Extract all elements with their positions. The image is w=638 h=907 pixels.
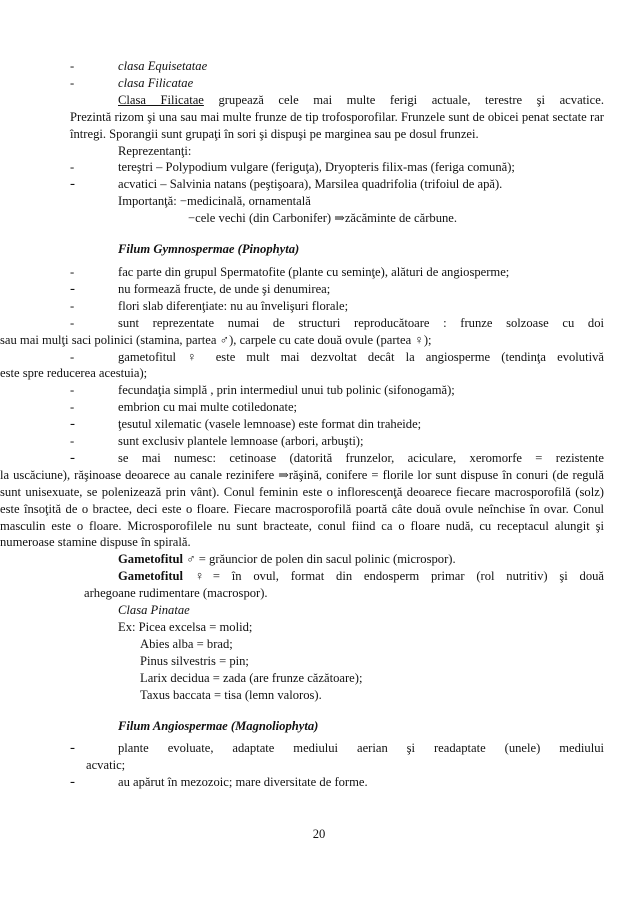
- angio-item-text: au apărut în mezozoic; mare diversitate de forme.: [118, 775, 368, 790]
- class-pinatae: Clasa Pinatae: [118, 603, 190, 618]
- representatives-terrestrial: tereştri – Polypodium vulgare (feriguţa), Dryopteris filix-mas (feriga comună);: [118, 160, 515, 175]
- gymno-item-text: ţesutul xilematic (vasele lemnoase) este format din traheide;: [118, 417, 422, 432]
- list-item: [34, 264, 604, 281]
- gametophyte-male-label: Gametofitul: [118, 552, 184, 567]
- gymno-item-text: fecundaţia simplă , prin intermediul unui tub polinic (sifonogamă);: [118, 383, 455, 398]
- class-equisetatae: clasa Equisetatae: [118, 59, 208, 73]
- bullet-dash: -: [70, 383, 75, 398]
- gymno-item-text: fac parte din grupul Spermatofite (plante cu seminţe), alături de angiosperme;: [118, 264, 510, 279]
- list-item: [34, 298, 604, 315]
- example-item: Pinus silvestris = pin;: [140, 653, 249, 668]
- list-item: [34, 349, 604, 366]
- example-item: Larix decidua = zada (are frunze căzătoare);: [140, 670, 363, 685]
- filicatae-intro: [34, 92, 604, 109]
- angio-item-text: plante evoluate, adaptate mediului aerian şi readaptate (unele) mediului: [118, 741, 604, 756]
- bullet-dash: -: [70, 75, 75, 90]
- importance-label: Importanţă:: [118, 194, 177, 209]
- spacer: [34, 704, 604, 718]
- gymno-repro-text: sunt reprezentate numai de structuri reproducătoare : frunze solzoase cu doi: [118, 315, 604, 330]
- gymnospermae-heading: Filum Gymnospermae (Pinophyta): [118, 242, 300, 257]
- list-item: [34, 774, 604, 791]
- importance-line: [34, 193, 604, 210]
- bullet-dash: -: [70, 400, 75, 415]
- gymno-item-text: flori slab diferenţiate: nu au învelişuri florale;: [118, 298, 349, 313]
- list-item: [34, 382, 604, 399]
- list-item: [34, 75, 604, 92]
- gymno-repro-continued: sau mai mulţi saci polinici (stamina, partea ♂), carpele cu cate două ovule (partea ♀);: [0, 332, 432, 347]
- gymno-gameto-continued: este spre reducerea acestuia);: [0, 366, 148, 381]
- example-item: Abies alba = brad;: [140, 636, 233, 651]
- page-number: 20: [312, 827, 326, 841]
- importance-2: −cele vechi (din Carbonifer) ⇒zăcăminte de cărbune.: [188, 211, 458, 226]
- bullet-dash: -: [70, 774, 75, 791]
- gymno-gameto-text: gametofitul ♀ este mult mai dezvoltat decât la angiosperme (tendinţa evolutivă: [118, 349, 604, 364]
- example-item: Taxus baccata = tisa (lemn valoros).: [140, 687, 322, 702]
- page-content: [0, 58, 604, 791]
- gametophyte-female-continued: arhegoane rudimentare (macrospor).: [84, 586, 268, 601]
- gymno-item-text: sunt exclusiv plantele lemnoase (arbori, arbuşti);: [118, 434, 364, 449]
- list-item: [34, 740, 604, 757]
- gymno-numesc-text: se mai numesc: cetinoase (datorită frunzelor, aciculare, xeromorfe = rezistente: [118, 450, 604, 465]
- gametophyte-female-label: Gametofitul: [118, 569, 184, 584]
- list-item: [34, 315, 604, 332]
- gymno-item-text: nu formează fructe, de unde şi denumirea;: [118, 281, 331, 296]
- gametophyte-male: [34, 551, 604, 568]
- representatives-label: Reprezentanţi:: [118, 143, 192, 158]
- angio-item-continued: acvatic;: [86, 758, 126, 773]
- list-item: [34, 450, 604, 467]
- representatives-aquatic: acvatici – Salvinia natans (peştişoara), Marsilea quadrifolia (trifoiul de apă).: [118, 177, 503, 192]
- gymno-item-text: embrion cu mai multe cotiledonate;: [118, 400, 298, 415]
- spacer: [34, 227, 604, 241]
- bullet-dash: -: [70, 59, 75, 73]
- bullet-dash: -: [70, 449, 75, 466]
- list-item: [34, 159, 604, 176]
- gametophyte-female: [34, 568, 604, 585]
- list-item: [34, 433, 604, 450]
- filicatae-description: Prezintă rizom şi una sau mai multe frunze de tip trofosporofilar. Frunzele sunt de obicei penat sectate rar întregi. Sporangii sunt grupaţi în sori şi dispuşi pe marginea sau pe dosul frunzei.: [70, 109, 604, 141]
- class-filicatae: clasa Filicatae: [118, 75, 194, 90]
- bullet-dash: -: [70, 160, 75, 175]
- bullet-dash: -: [70, 298, 75, 313]
- list-item: [34, 176, 604, 193]
- bullet-dash: -: [70, 434, 75, 449]
- bullet-dash: -: [70, 740, 75, 757]
- list-item: [34, 281, 604, 298]
- bullet-dash: -: [70, 176, 75, 193]
- list-item: [34, 416, 604, 433]
- list-item: [34, 58, 604, 75]
- bullet-dash: -: [70, 416, 75, 433]
- gametophyte-male-text: ♂ = grăuncior de polen din sacul polinic (microspor).: [183, 552, 456, 567]
- bullet-dash: -: [70, 264, 75, 279]
- gymno-numesc-continued: la uscăciune), răşinoase deoarece au canale rezinifere ⇒răşină, conifere = florile lor sunt dispuse în conuri (de regulă sunt unisexuate, se polenizează prin vânt). Conul feminin este o inflorescenţă deoarece fiecare macrosporofilă (solz) este însoţită de o bractee, deci este o floare. Fiecare macrosporofilă poartă câte două ovule neînchise în ovar. Conul masculin este o floare. Microsporofilele nu sunt bracteate, conul fiind ca o floare nudă, cu receptacul alungit şi numeroase stamine dispuse în spirală.: [0, 467, 604, 550]
- bullet-dash: -: [70, 315, 75, 330]
- filicatae-intro-text: grupează cele mai multe ferigi actuale, terestre şi acvatice.: [218, 92, 604, 107]
- bullet-dash: -: [70, 349, 75, 364]
- angiospermae-heading: Filum Angiospermae (Magnoliophyta): [118, 718, 319, 733]
- gametophyte-female-text: ♀= în ovul, format din endosperm primar (rol nutritiv) şi două: [183, 569, 604, 584]
- filicatae-title: Clasa Filicatae: [118, 92, 204, 107]
- example-item: Ex: Picea excelsa = molid;: [118, 620, 253, 634]
- bullet-dash: -: [70, 280, 75, 297]
- list-item: [34, 399, 604, 416]
- importance-1: −medicinală, ornamentală: [179, 194, 311, 209]
